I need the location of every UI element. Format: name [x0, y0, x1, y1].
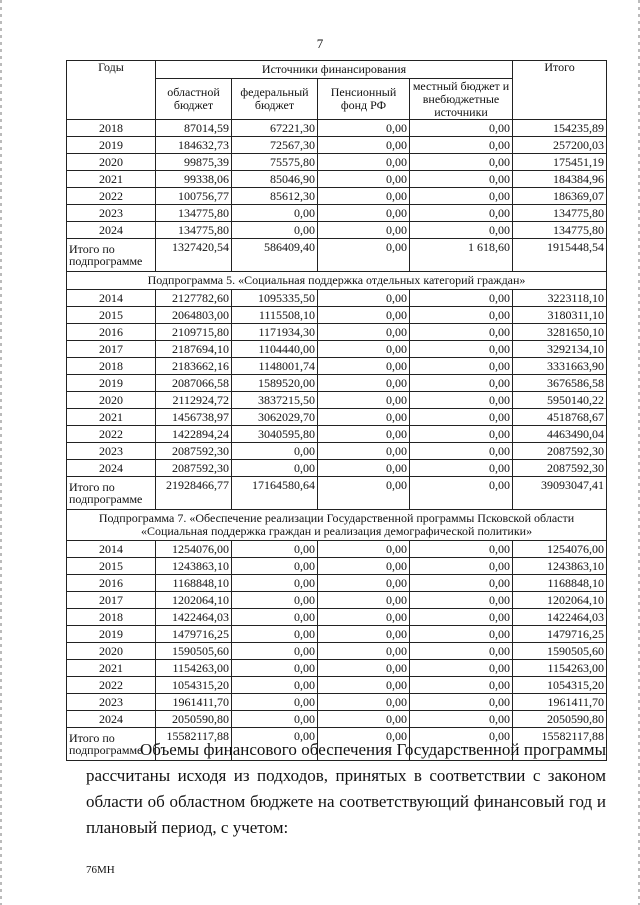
footer-code: 76МН: [86, 864, 115, 876]
year-cell: 2023: [67, 443, 156, 460]
value-cell: 3292134,10: [513, 341, 607, 358]
value-cell: 0,00: [318, 609, 410, 626]
value-cell: 0,00: [318, 154, 410, 171]
table-row: [67, 375, 607, 392]
table-row: [67, 205, 607, 222]
value-cell: 0,00: [410, 541, 513, 558]
value-cell: 0,00: [318, 592, 410, 609]
financing-table: [66, 60, 607, 761]
value-cell: 100756,77: [156, 188, 232, 205]
value-cell: 0,00: [318, 290, 410, 307]
value-cell: 99875,39: [156, 154, 232, 171]
value-cell: 0,00: [410, 592, 513, 609]
year-cell: 2021: [67, 409, 156, 426]
year-cell: 2019: [67, 626, 156, 643]
value-cell: 0,00: [318, 307, 410, 324]
value-cell: 1243863,10: [513, 558, 607, 575]
value-cell: 2087592,30: [156, 460, 232, 477]
value-cell: 0,00: [232, 660, 318, 677]
value-cell: 3837215,50: [232, 392, 318, 409]
value-cell: 67221,30: [232, 120, 318, 137]
value-cell: 0,00: [410, 409, 513, 426]
value-cell: 0,00: [318, 426, 410, 443]
table-row: [67, 426, 607, 443]
value-cell: 0,00: [232, 575, 318, 592]
value-cell: 0,00: [232, 205, 318, 222]
value-cell: 0,00: [318, 660, 410, 677]
year-cell: 2021: [67, 660, 156, 677]
value-cell: 0,00: [318, 409, 410, 426]
value-cell: 257200,03: [513, 137, 607, 154]
value-cell: 1915448,54: [513, 239, 607, 272]
value-cell: 0,00: [318, 626, 410, 643]
value-cell: 2112924,72: [156, 392, 232, 409]
year-cell: 2016: [67, 324, 156, 341]
value-cell: 15582117,88: [513, 728, 607, 761]
header-total: Итого: [513, 61, 607, 120]
scan-edge-left: [0, 0, 2, 905]
value-cell: 1590505,60: [156, 643, 232, 660]
year-cell: 2022: [67, 426, 156, 443]
value-cell: 0,00: [318, 460, 410, 477]
value-cell: 1168848,10: [513, 575, 607, 592]
year-cell: 2020: [67, 643, 156, 660]
table-row: [67, 694, 607, 711]
value-cell: 0,00: [318, 239, 410, 272]
year-cell: 2024: [67, 460, 156, 477]
year-cell: 2017: [67, 341, 156, 358]
value-cell: 3331663,90: [513, 358, 607, 375]
value-cell: 0,00: [410, 307, 513, 324]
value-cell: 0,00: [410, 324, 513, 341]
value-cell: 0,00: [410, 120, 513, 137]
year-cell: 2024: [67, 222, 156, 239]
table-row: [67, 341, 607, 358]
value-cell: 2087066,58: [156, 375, 232, 392]
table-row: [67, 643, 607, 660]
value-cell: 1456738,97: [156, 409, 232, 426]
value-cell: 2064803,00: [156, 307, 232, 324]
value-cell: 3281650,10: [513, 324, 607, 341]
value-cell: 0,00: [232, 711, 318, 728]
value-cell: 2050590,80: [513, 711, 607, 728]
value-cell: 0,00: [232, 592, 318, 609]
value-cell: 0,00: [410, 626, 513, 643]
value-cell: 1104440,00: [232, 341, 318, 358]
value-cell: 0,00: [410, 443, 513, 460]
table-row: [67, 609, 607, 626]
header-years: Годы: [67, 61, 156, 120]
value-cell: 0,00: [318, 643, 410, 660]
value-cell: 1589520,00: [232, 375, 318, 392]
value-cell: 0,00: [410, 660, 513, 677]
value-cell: 0,00: [410, 375, 513, 392]
value-cell: 1168848,10: [156, 575, 232, 592]
value-cell: 175451,19: [513, 154, 607, 171]
value-cell: 1327420,54: [156, 239, 232, 272]
value-cell: 1961411,70: [156, 694, 232, 711]
value-cell: 72567,30: [232, 137, 318, 154]
header-federal: федеральный бюджет: [232, 79, 318, 120]
value-cell: 0,00: [410, 575, 513, 592]
header-sources: Источники финансирования: [156, 61, 513, 79]
total-row: [67, 239, 607, 272]
value-cell: 39093047,41: [513, 477, 607, 510]
value-cell: 99338,06: [156, 171, 232, 188]
value-cell: 2087592,30: [513, 460, 607, 477]
subprogram-title: Подпрограмма 5. «Социальная поддержка отдельных категорий граждан»: [67, 272, 607, 290]
value-cell: 85046,90: [232, 171, 318, 188]
total-label: Итого по подпрограмме: [67, 728, 156, 761]
value-cell: 0,00: [410, 728, 513, 761]
year-cell: 2022: [67, 188, 156, 205]
table-row: [67, 324, 607, 341]
year-cell: 2019: [67, 137, 156, 154]
value-cell: 4463490,04: [513, 426, 607, 443]
value-cell: 0,00: [410, 358, 513, 375]
value-cell: 0,00: [318, 324, 410, 341]
year-cell: 2014: [67, 290, 156, 307]
table-row: [67, 392, 607, 409]
value-cell: 1590505,60: [513, 643, 607, 660]
value-cell: 1422464,03: [156, 609, 232, 626]
value-cell: 3062029,70: [232, 409, 318, 426]
subprogram-title-row: [67, 510, 607, 541]
table-row: [67, 711, 607, 728]
value-cell: 1 618,60: [410, 239, 513, 272]
value-cell: 1202064,10: [513, 592, 607, 609]
table-row: [67, 541, 607, 558]
year-cell: 2024: [67, 711, 156, 728]
table-row: [67, 290, 607, 307]
year-cell: 2015: [67, 558, 156, 575]
value-cell: 0,00: [318, 120, 410, 137]
value-cell: 1054315,20: [513, 677, 607, 694]
value-cell: 1243863,10: [156, 558, 232, 575]
value-cell: 1154263,00: [513, 660, 607, 677]
year-cell: 2017: [67, 592, 156, 609]
value-cell: 1479716,25: [156, 626, 232, 643]
year-cell: 2022: [67, 677, 156, 694]
value-cell: 75575,80: [232, 154, 318, 171]
value-cell: 134775,80: [156, 222, 232, 239]
value-cell: 0,00: [318, 575, 410, 592]
value-cell: 87014,59: [156, 120, 232, 137]
value-cell: 0,00: [318, 358, 410, 375]
total-label: Итого по подпрограмме: [67, 477, 156, 510]
value-cell: 184632,73: [156, 137, 232, 154]
year-cell: 2015: [67, 307, 156, 324]
value-cell: 0,00: [410, 205, 513, 222]
value-cell: 2050590,80: [156, 711, 232, 728]
year-cell: 2021: [67, 171, 156, 188]
value-cell: 0,00: [318, 677, 410, 694]
value-cell: 1115508,10: [232, 307, 318, 324]
value-cell: 0,00: [232, 677, 318, 694]
total-label: Итого по подпрограмме: [67, 239, 156, 272]
value-cell: 1479716,25: [513, 626, 607, 643]
value-cell: 1095335,50: [232, 290, 318, 307]
value-cell: 1054315,20: [156, 677, 232, 694]
value-cell: 0,00: [410, 426, 513, 443]
table-row: [67, 137, 607, 154]
year-cell: 2020: [67, 392, 156, 409]
value-cell: 15582117,88: [156, 728, 232, 761]
value-cell: 0,00: [410, 460, 513, 477]
value-cell: 2087592,30: [513, 443, 607, 460]
value-cell: 0,00: [232, 694, 318, 711]
value-cell: 0,00: [410, 171, 513, 188]
value-cell: 1254076,00: [513, 541, 607, 558]
value-cell: 0,00: [318, 137, 410, 154]
value-cell: 3180311,10: [513, 307, 607, 324]
header-pension: Пенсионный фонд РФ: [318, 79, 410, 120]
year-cell: 2014: [67, 541, 156, 558]
value-cell: 0,00: [232, 609, 318, 626]
value-cell: 0,00: [318, 728, 410, 761]
value-cell: 586409,40: [232, 239, 318, 272]
subprogram-title: Подпрограмма 7. «Обеспечение реализации Государственной программы Псковской области «Социальная поддержка граждан и реализация демографической политики»: [67, 510, 607, 541]
value-cell: 0,00: [318, 222, 410, 239]
value-cell: 0,00: [232, 728, 318, 761]
paragraph-text: Объемы финансового обеспечения Государственной программы рассчитаны исходя из подходов, принятых в соответствии с законом области об областном бюджете на соответствующий финансовый год и плановый период, с учетом:: [86, 740, 606, 837]
value-cell: 0,00: [318, 694, 410, 711]
value-cell: 134775,80: [513, 222, 607, 239]
value-cell: 0,00: [410, 558, 513, 575]
table-body: [67, 120, 607, 761]
total-row: [67, 477, 607, 510]
value-cell: 0,00: [410, 154, 513, 171]
value-cell: 0,00: [318, 171, 410, 188]
table-row: [67, 443, 607, 460]
value-cell: 2187694,10: [156, 341, 232, 358]
table-row: [67, 575, 607, 592]
year-cell: 2023: [67, 694, 156, 711]
value-cell: 0,00: [318, 375, 410, 392]
table-row: [67, 222, 607, 239]
value-cell: 0,00: [410, 222, 513, 239]
table-row: [67, 626, 607, 643]
table-row: [67, 171, 607, 188]
value-cell: 0,00: [410, 694, 513, 711]
value-cell: 0,00: [318, 205, 410, 222]
table-row: [67, 558, 607, 575]
body-paragraph: [86, 737, 606, 841]
page-number: 7: [316, 36, 324, 51]
value-cell: 0,00: [410, 643, 513, 660]
value-cell: 0,00: [410, 392, 513, 409]
value-cell: 2127782,60: [156, 290, 232, 307]
table-row: [67, 154, 607, 171]
value-cell: 0,00: [232, 443, 318, 460]
value-cell: 0,00: [232, 558, 318, 575]
value-cell: 2109715,80: [156, 324, 232, 341]
table-row: [67, 660, 607, 677]
value-cell: 0,00: [318, 711, 410, 728]
value-cell: 154235,89: [513, 120, 607, 137]
value-cell: 0,00: [318, 443, 410, 460]
value-cell: 0,00: [232, 541, 318, 558]
value-cell: 0,00: [232, 222, 318, 239]
value-cell: 0,00: [410, 609, 513, 626]
year-cell: 2016: [67, 575, 156, 592]
table-row: [67, 120, 607, 137]
value-cell: 1422894,24: [156, 426, 232, 443]
value-cell: 5950140,22: [513, 392, 607, 409]
value-cell: 1254076,00: [156, 541, 232, 558]
value-cell: 85612,30: [232, 188, 318, 205]
value-cell: 1422464,03: [513, 609, 607, 626]
header-regional: областной бюджет: [156, 79, 232, 120]
header-local: местный бюджет и внебюджетные источники: [410, 79, 513, 120]
value-cell: 0,00: [232, 460, 318, 477]
value-cell: 0,00: [318, 341, 410, 358]
value-cell: 21928466,77: [156, 477, 232, 510]
value-cell: 4518768,67: [513, 409, 607, 426]
table-row: [67, 358, 607, 375]
value-cell: 0,00: [318, 477, 410, 510]
value-cell: 0,00: [232, 643, 318, 660]
value-cell: 17164580,64: [232, 477, 318, 510]
subprogram-title-row: [67, 272, 607, 290]
value-cell: 0,00: [318, 392, 410, 409]
value-cell: 1961411,70: [513, 694, 607, 711]
year-cell: 2018: [67, 120, 156, 137]
value-cell: 0,00: [232, 626, 318, 643]
table-row: [67, 460, 607, 477]
value-cell: 0,00: [410, 137, 513, 154]
year-cell: 2018: [67, 358, 156, 375]
value-cell: 1154263,00: [156, 660, 232, 677]
year-cell: 2020: [67, 154, 156, 171]
table-row: [67, 677, 607, 694]
value-cell: 0,00: [410, 341, 513, 358]
table-row: [67, 409, 607, 426]
value-cell: 134775,80: [513, 205, 607, 222]
value-cell: 0,00: [410, 711, 513, 728]
value-cell: 3223118,10: [513, 290, 607, 307]
value-cell: 0,00: [318, 541, 410, 558]
year-cell: 2018: [67, 609, 156, 626]
value-cell: 0,00: [410, 477, 513, 510]
value-cell: 3676586,58: [513, 375, 607, 392]
value-cell: 134775,80: [156, 205, 232, 222]
value-cell: 1148001,74: [232, 358, 318, 375]
table-row: [67, 188, 607, 205]
value-cell: 2183662,16: [156, 358, 232, 375]
value-cell: 186369,07: [513, 188, 607, 205]
value-cell: 1171934,30: [232, 324, 318, 341]
value-cell: 184384,96: [513, 171, 607, 188]
value-cell: 3040595,80: [232, 426, 318, 443]
value-cell: 0,00: [410, 677, 513, 694]
table-row: [67, 592, 607, 609]
value-cell: 1202064,10: [156, 592, 232, 609]
value-cell: 0,00: [318, 558, 410, 575]
year-cell: 2023: [67, 205, 156, 222]
table-row: [67, 307, 607, 324]
year-cell: 2019: [67, 375, 156, 392]
value-cell: 2087592,30: [156, 443, 232, 460]
value-cell: 0,00: [410, 188, 513, 205]
value-cell: 0,00: [318, 188, 410, 205]
value-cell: 0,00: [410, 290, 513, 307]
